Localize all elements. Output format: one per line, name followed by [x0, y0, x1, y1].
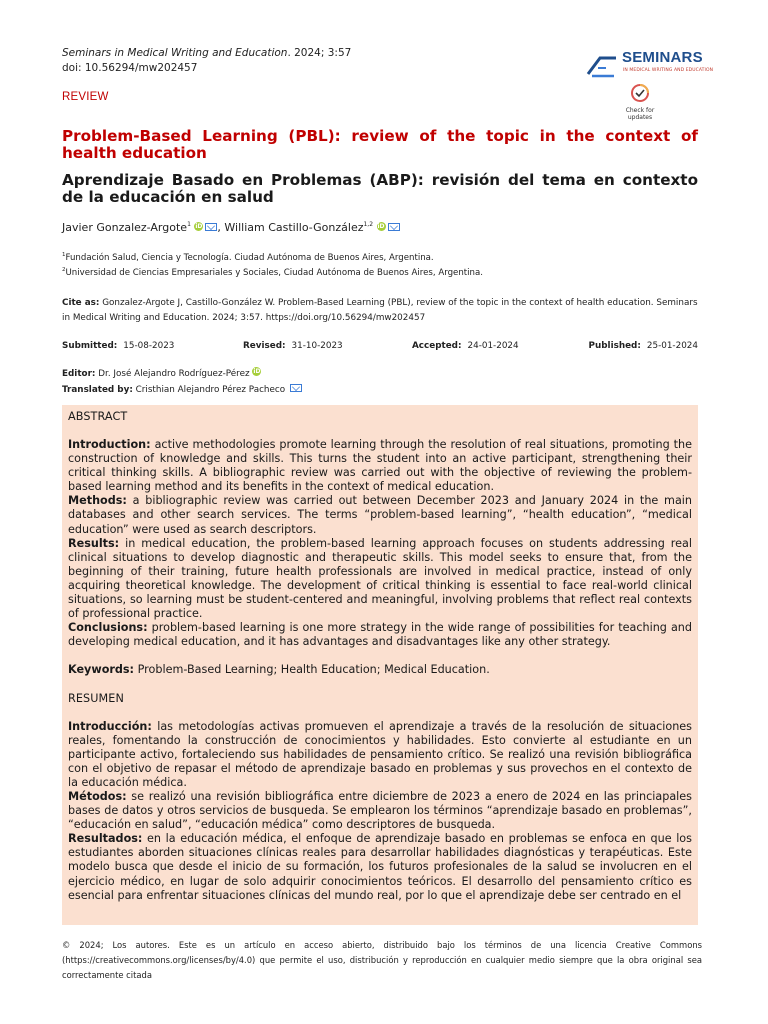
- abstract-box: [62, 405, 698, 925]
- article-dates: [62, 341, 698, 355]
- abstract-conclusions: Conclusions: problem-based learning is one more strategy in the wide range of possibilities for teaching and developing medical education, and it has advantages and disadvantages like any other strategy.: [68, 621, 692, 649]
- author-affiliation-mark: 1,2: [363, 221, 374, 228]
- cite-label: Cite as:: [62, 298, 100, 308]
- author-name: William Castillo-González: [224, 221, 364, 234]
- resumen-resultados: Resultados: en la educación médica, el enfoque de aprendizaje basado en problemas se enfoca en que los estudiantes aborden situaciones clínicas reales para desarrollar habilidades diagnósticas y terapéuticas. Este modelo busca que desde el inicio de su formación, los futuros profesionales de la salud se involucren en el ejercicio médico, en lugar de solo adquirir conocimientos teóricos. El desarrollo del pensamiento crítico es esencial para enfrentar situaciones clínicas del mundo real, por lo que el aprendizaje debe ser centrado en el: [68, 832, 692, 902]
- journal-name: Seminars in Medical Writing and Education: [62, 47, 288, 59]
- logo-wordmark: SEMINARS: [622, 49, 703, 66]
- editor-label: Editor:: [62, 369, 96, 379]
- check-updates-label: Check for updates: [625, 107, 655, 121]
- abstract-introduction: Introduction: active methodologies promote learning through the resolution of real situations, promoting the construction of knowledge and skills. This turns the student into an active participant, strengthening their critical thinking skills. A bibliographic review was carried out with the objective of reviewing the problem-based learning method and its benefits in the context of medical education.: [68, 438, 692, 494]
- affiliation-text: Universidad de Ciencias Empresariales y Sociales, Ciudad Autónoma de Buenos Aires, Argentina.: [65, 268, 483, 278]
- affiliation: [62, 267, 483, 278]
- cite-as: [62, 296, 702, 326]
- abstract-heading: ABSTRACT: [68, 410, 128, 423]
- affiliation-mark: 1: [62, 252, 66, 258]
- affiliation-text: Fundación Salud, Ciencia y Tecnología. Ciudad Autónoma de Buenos Aires, Argentina.: [65, 253, 434, 263]
- affiliation: [62, 252, 434, 263]
- resumen-metodos: Métodos: se realizó una revisión bibliográfica entre diciembre de 2023 a enero de 2024 en las princiapales bases de datos y otros servicios de busqueda. Se emplearon los términos “aprendizaje basado en problemas”, “educación en salud”, “educación médica” como descriptores de busqueda.: [68, 789, 692, 832]
- check-updates-icon: [631, 84, 649, 102]
- accepted-date: Accepted: 24-01-2024: [412, 341, 519, 351]
- journal-logo: [586, 48, 714, 82]
- editor-name: Dr. José Alejandro Rodríguez-Pérez: [98, 369, 250, 379]
- check-for-updates-badge[interactable]: [620, 84, 660, 128]
- title-english: Problem-Based Learning (PBL): review of the topic in the context of health education: [62, 127, 698, 162]
- orcid-icon[interactable]: iD: [253, 368, 261, 375]
- license-footer: © 2024; Los autores. Este es un artículo en acceso abierto, distribuido bajo los términos de una licencia Creative Commons (https://creativecommons.org/licenses/by/4.0) que permite el uso, distribución y reproducción en cualquier medio siempre que la obra original sea correctamente citada: [62, 940, 702, 980]
- published-date: Published: 25-01-2024: [588, 341, 698, 351]
- journal-header: [62, 46, 714, 126]
- resumen-introduccion: Introducción: las metodologías activas promueven el aprendizaje a través de la resolución de situaciones reales, fomentando la construcción de conocimientos y habilidades. Esto convierte al estudiante en un participante activo, fortaleciendo sus habilidades de pensamiento crítico. Se realizó una revisión bibliográfica con el objetivo de repasar el método de aprendizaje basado en problemas y sus provechos en el contexto de la educación médica.: [68, 719, 692, 789]
- article-type: REVIEW: [62, 91, 109, 103]
- journal-volume: . 2024; 3:57: [287, 47, 352, 59]
- seminars-logo-icon: [586, 52, 620, 78]
- author-name: Javier Gonzalez-Argote: [62, 221, 188, 234]
- abstract-methods: Methods: a bibliographic review was carried out between December 2023 and January 2024 in the main databases and other search services. The terms “problem-based learning”, “health education”, “medical education” were used as search descriptors.: [68, 494, 692, 536]
- orcid-icon[interactable]: iD: [377, 223, 385, 230]
- affiliation-mark: 2: [62, 267, 66, 273]
- email-icon[interactable]: [388, 223, 400, 231]
- orcid-icon[interactable]: iD: [195, 223, 203, 230]
- resumen-heading: RESUMEN: [68, 691, 124, 705]
- title-spanish: Aprendizaje Basado en Problemas (ABP): revisión del tema en contexto de la educación en salud: [62, 171, 698, 206]
- submitted-date: Submitted: 15-08-2023: [62, 341, 175, 351]
- translator-label: Translated by:: [62, 385, 133, 395]
- abstract-keywords: Keywords: Problem-Based Learning; Health Education; Medical Education.: [68, 663, 490, 677]
- logo-subtitle: IN MEDICAL WRITING AND EDUCATION: [623, 68, 714, 73]
- email-icon[interactable]: [290, 384, 302, 392]
- cite-text: Gonzalez-Argote J, Castillo-González W. Problem-Based Learning (PBL), review of the topic in the context of health education. Seminars in Medical Writing and Education. 2024; 3:57. https://doi.org/10.56294/mw202457: [62, 298, 698, 323]
- author-list: Javier Gonzalez-Argote$^1$ iD , William Castillo-González$^{1,2}$ iD: [62, 221, 400, 234]
- translator-name: Cristhian Alejandro Pérez Pacheco: [135, 385, 286, 395]
- author-affiliation-mark: 1: [187, 221, 191, 228]
- revised-date: Revised: 31-10-2023: [243, 341, 343, 351]
- abstract-results: Results: in medical education, the problem-based learning approach focuses on students addressing real clinical situations to develop diagnostic and therapeutic skills. This model seeks to ensure that, from the beginning of their training, future health professionals are involved in medical practice, instead of only acquiring theoretical knowledge. The development of critical thinking is essential to face real-world clinical situations, so learning must be student-centered and meaningful, involving problems that reflect real contexts of professional practice.: [68, 536, 692, 621]
- editor-line: [62, 367, 261, 379]
- translator-line: [62, 384, 302, 395]
- email-icon[interactable]: [205, 223, 217, 231]
- doi[interactable]: doi: 10.56294/mw202457: [62, 62, 198, 74]
